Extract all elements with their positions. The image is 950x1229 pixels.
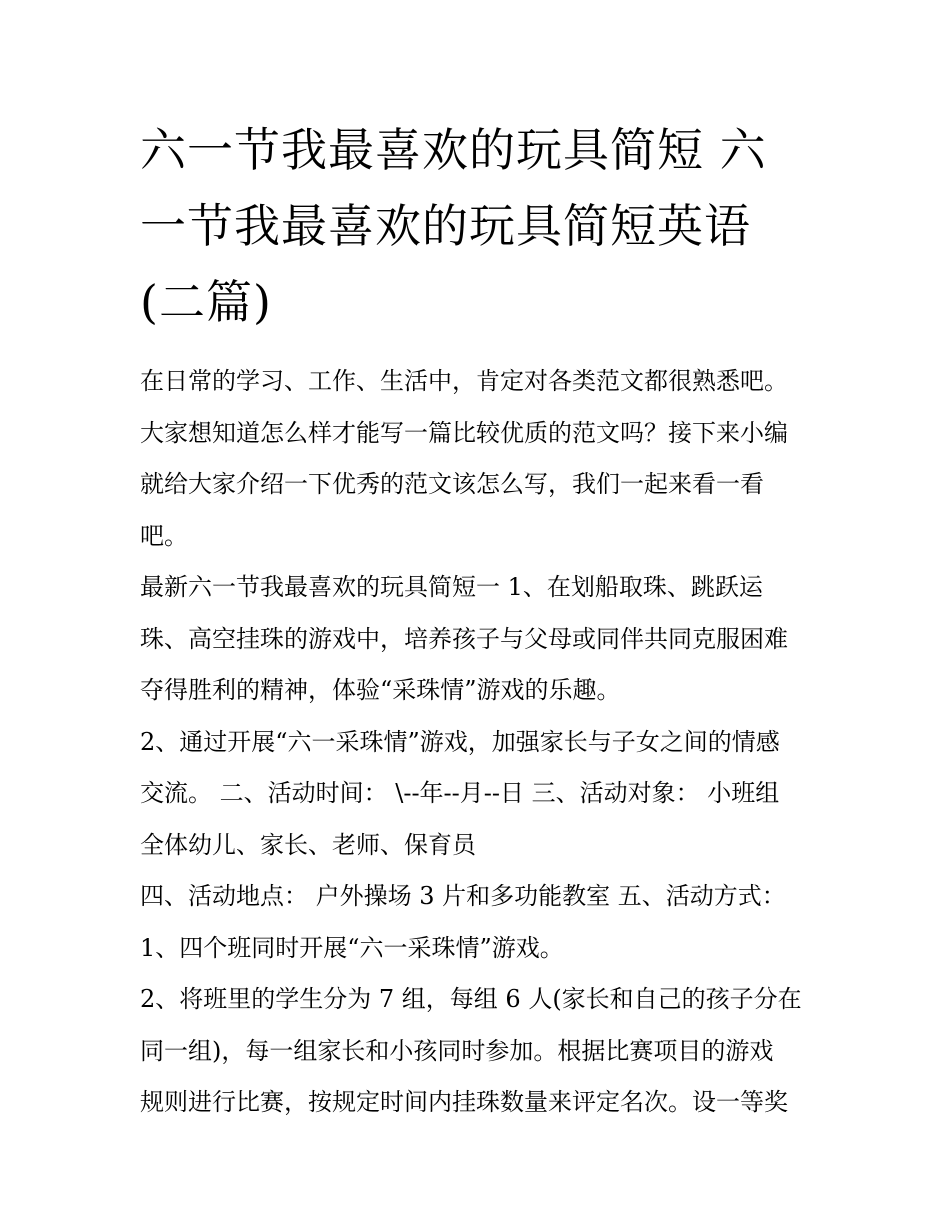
body-line-3: 就给大家介绍一下优秀的范文该怎么写，我们一起来看一看 bbox=[140, 470, 764, 498]
body-line-12: 1、四个班同时开展“六一采珠情”游戏。 bbox=[140, 933, 564, 962]
body-line-11: 四、活动地点： 户外操场 3 片和多功能教室 五、活动方式： bbox=[140, 882, 786, 910]
title-line-2: 一节我最喜欢的玩具简短英语 bbox=[140, 199, 751, 253]
title-line-1: 六一节我最喜欢的玩具简短 六 bbox=[140, 123, 767, 177]
body-line-7: 夺得胜利的精神，体验“采珠情”游戏的乐趣。 bbox=[140, 676, 621, 704]
body-line-6: 珠、高空挂珠的游戏中，培养孩子与父母或同伴共同克服困难 bbox=[140, 624, 788, 653]
document-title bbox=[140, 112, 820, 340]
body-line-5: 最新六一节我最喜欢的玩具简短一 1、在划船取珠、跳跃运 bbox=[140, 573, 763, 601]
body-line-2: 大家想知道怎么样才能写一篇比较优质的范文吗？接下来小编 bbox=[140, 418, 788, 447]
body-line-1: 在日常的学习、工作、生活中，肯定对各类范文都很熟悉吧。 bbox=[140, 367, 788, 395]
document-body bbox=[140, 356, 830, 1129]
body-line-9: 交流。 二、活动时间： \--年--月--日 三、活动对象： 小班组 bbox=[140, 779, 780, 807]
body-line-10: 全体幼儿、家长、老师、保育员 bbox=[140, 830, 476, 859]
body-line-15: 规则进行比赛，按规定时间内挂珠数量来评定名次。设一等奖 bbox=[140, 1088, 788, 1116]
title-line-3: (二篇) bbox=[140, 275, 272, 329]
body-line-4: 吧。 bbox=[140, 521, 188, 550]
body-line-14: 同一组)，每一组家长和小孩同时参加。根据比赛项目的游戏 bbox=[140, 1036, 774, 1065]
body-line-8: 2、通过开展“六一采珠情”游戏，加强家长与子女之间的情感 bbox=[140, 727, 780, 756]
body-line-13: 2、将班里的学生分为 7 组，每组 6 人(家长和自己的孩子分在 bbox=[140, 985, 802, 1013]
